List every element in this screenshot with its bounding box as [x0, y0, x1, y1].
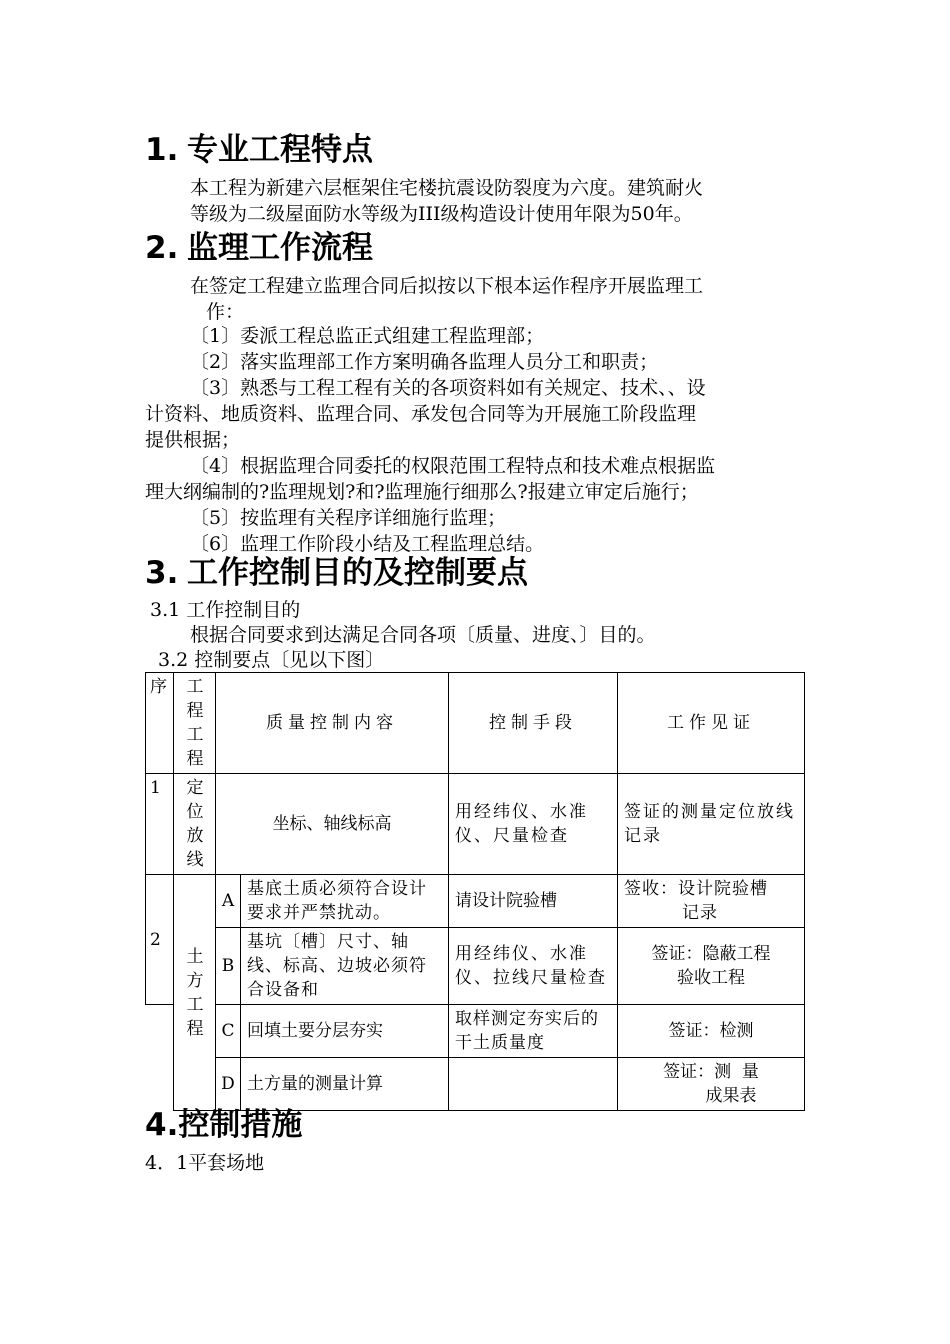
sub-content: 基底土质必须符合设计要求并严禁扰动。: [241, 875, 449, 928]
evidence-line: 签证：隐蔽工程: [651, 944, 771, 964]
header-content: 质量控制内容: [216, 673, 449, 774]
control-points-table: [145, 672, 805, 1111]
step-line: 计资料、地质资料、监理合同、承发包合同等为开展施工阶段监理: [145, 403, 697, 425]
section-heading-2: [145, 228, 373, 268]
sub-letter: D: [216, 1058, 241, 1111]
evidence-line: 签证：测 量: [663, 1062, 759, 1082]
section-number: 1.: [145, 132, 179, 168]
table-row: [146, 1058, 805, 1111]
text-line: 本工程为新建六层框架住宅楼抗震设防裂度为六度。建筑耐火: [190, 177, 704, 199]
sub-evidence: [618, 1058, 805, 1111]
sub-letter: A: [216, 875, 241, 928]
section-title: 专业工程特点: [187, 132, 373, 168]
step-line: 理大纲编制的?监理规划?和?监理施行细那么?报建立审定后施行；: [145, 481, 699, 503]
step-line: 提供根据；: [145, 429, 241, 451]
sub-evidence: [618, 1005, 805, 1058]
sub-evidence: [618, 875, 805, 928]
section-title: 工作控制目的及控制要点: [187, 555, 528, 591]
table-row: [146, 928, 805, 1005]
sub-means: 取样测定夯实后的干土质量度: [449, 1005, 618, 1058]
sub-means: [449, 1058, 618, 1111]
evidence-line: 签证：检测: [668, 1021, 754, 1041]
sub-content: 回填土要分层夯实: [241, 1005, 449, 1058]
sub-letter: B: [216, 928, 241, 1005]
row-evidence: 签证的测量定位放线记录: [618, 774, 805, 875]
table-header-row: [146, 673, 805, 774]
step-line: 〔4〕根据监理合同委托的权限范围工程特点和技术难点根据监: [190, 455, 716, 477]
row-content: 坐标、轴线标高: [216, 774, 449, 875]
subsection-3-1-text: 根据合同要求到达满足合同各项〔质量、进度、〕目的。: [190, 624, 656, 646]
step-line: 〔3〕熟悉与工程工程有关的各项资料如有关规定、技术、、设: [190, 377, 706, 399]
sub-means: 请设计院验槽: [449, 875, 618, 928]
header-evidence: 工作见证: [618, 673, 805, 774]
step-line: 〔1〕委派工程总监正式组建工程监理部；: [190, 325, 545, 347]
sub-content: 基坑〔槽〕尺寸、轴线、标高、边坡必须符合设备和: [241, 928, 449, 1005]
section-heading-4: [145, 1105, 302, 1145]
table-row: [146, 875, 805, 928]
section-heading-3: [145, 553, 528, 593]
subsection-3-1: 3.1 工作控制目的: [150, 599, 301, 621]
header-seq: 序: [146, 673, 174, 774]
evidence-line: 签收：设计院验槽: [624, 879, 768, 899]
evidence-line: 成果表: [705, 1086, 757, 1106]
step-line: 〔5〕按监理有关程序详细施行监理；: [190, 507, 507, 529]
section-heading-1: [145, 130, 373, 170]
section-title: 控制措施: [178, 1107, 303, 1143]
sub-letter: C: [216, 1005, 241, 1058]
row-means: 用经纬仪、水准仪、尺量检查: [449, 774, 618, 875]
section-number: 2.: [145, 230, 179, 266]
row-item: 土方工程: [174, 875, 216, 1111]
row-seq: 1: [146, 774, 174, 875]
table-row: [146, 774, 805, 875]
subsection-4-1: 4．1平套场地: [145, 1152, 265, 1174]
row-item: 定位放线: [174, 774, 216, 875]
section-number: 4.: [145, 1107, 179, 1143]
header-means: 控制手段: [449, 673, 618, 774]
step-line: 〔6〕监理工作阶段小结及工程监理总结。: [190, 533, 545, 555]
subsection-3-2: 3.2 控制要点〔见以下图〕: [158, 649, 385, 671]
text-line: 在签定工程建立监理合同后拟按以下根本运作程序开展监理工: [190, 275, 704, 297]
header-item: 工程工程: [174, 673, 216, 774]
section-2-intro: [190, 273, 703, 325]
sub-evidence: [618, 928, 805, 1005]
row-seq: 2: [146, 875, 174, 1005]
text-line: 等级为二级屋面防水等级为III级构造设计使用年限为50年。: [190, 203, 693, 225]
evidence-line: 验收工程: [677, 968, 745, 988]
text-line: 作：: [206, 301, 245, 323]
section-2-steps: [145, 323, 715, 557]
step-line: 〔2〕落实监理部工作方案明确各监理人员分工和职责；: [190, 351, 659, 373]
section-number: 3.: [145, 555, 179, 591]
sub-content: 土方量的测量计算: [241, 1058, 449, 1111]
section-title: 监理工作流程: [187, 230, 373, 266]
section-1-text: [190, 175, 703, 227]
evidence-line: 记录: [682, 903, 718, 923]
table-row: [146, 1005, 805, 1058]
sub-means: 用经纬仪、水准仪、拉线尺量检查: [449, 928, 618, 1005]
